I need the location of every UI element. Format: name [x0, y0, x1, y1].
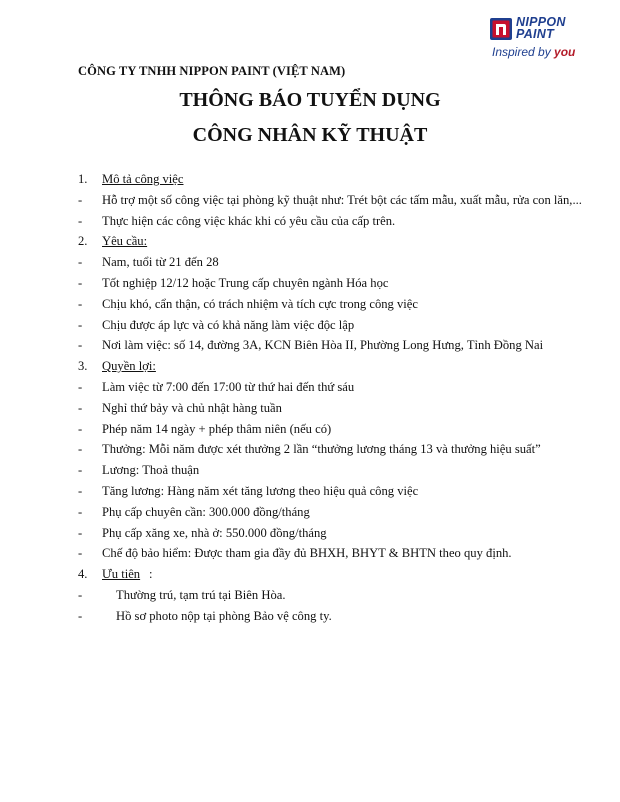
section-heading-text: Quyền lợi:	[102, 359, 156, 374]
list-item	[78, 190, 598, 211]
list-item	[78, 419, 598, 440]
list-item-text: Thường trú, tạm trú tại Biên Hòa.	[116, 587, 286, 602]
bullet-dash: -	[78, 255, 83, 270]
section-heading-text: Yêu cầu:	[102, 234, 148, 249]
bullet-dash: -	[78, 317, 83, 332]
list-item	[78, 585, 598, 606]
bullet-dash: -	[78, 608, 83, 623]
bullet-dash: -	[78, 213, 83, 228]
section-heading-job-description	[78, 169, 598, 190]
section-heading-colon: :	[149, 567, 153, 582]
section-heading-requirements	[78, 231, 598, 252]
list-item	[78, 439, 598, 460]
bullet-dash: -	[78, 379, 83, 394]
bullet-dash: -	[78, 504, 83, 519]
bullet-dash: -	[78, 587, 83, 602]
document-subtitle: CÔNG NHÂN KỸ THUẬT	[192, 124, 428, 146]
list-item	[78, 523, 598, 544]
bullet-dash: -	[78, 338, 83, 353]
list-item-text: Hỗ trợ một số công việc tại phòng kỹ thuật như: Trét bột các tấm mẫu, xuất mẫu, rửa con lăn,...	[102, 192, 582, 207]
bullet-dash: -	[78, 483, 83, 498]
nippon-paint-logo	[486, 14, 608, 64]
list-item	[78, 294, 598, 315]
list-item-text: Lương: Thoả thuận	[102, 463, 200, 478]
list-item	[78, 481, 598, 502]
list-item	[78, 543, 598, 564]
list-item	[78, 502, 598, 523]
bullet-dash: -	[78, 421, 83, 436]
section-heading-priority	[78, 564, 598, 585]
list-item	[78, 211, 598, 232]
section-number: 3.	[78, 359, 88, 374]
list-item-text: Nam, tuổi từ 21 đến 28	[102, 255, 219, 270]
list-item-text: Tốt nghiệp 12/12 hoặc Trung cấp chuyên ngành Hóa học	[102, 275, 389, 290]
list-item-text: Nghỉ thứ bảy và chủ nhật hàng tuần	[102, 400, 282, 415]
list-item	[78, 606, 598, 627]
list-item	[78, 273, 598, 294]
bullet-dash: -	[78, 296, 83, 311]
list-item-text: Thưởng: Mỗi năm được xét thưởng 2 lần “thưởng lương tháng 13 và thưởng hiệu suất”	[102, 442, 541, 457]
list-item-text: Nơi làm việc: số 14, đường 3A, KCN Biên Hòa II, Phường Long Hưng, Tỉnh Đồng Nai	[102, 338, 544, 353]
company-name: CÔNG TY TNHH NIPPON PAINT (VIỆT NAM)	[78, 64, 346, 78]
list-item	[78, 377, 598, 398]
list-item-text: Phụ cấp xăng xe, nhà ở: 550.000 đồng/tháng	[102, 525, 327, 540]
list-item-text: Chế độ bảo hiểm: Được tham gia đầy đủ BHXH, BHYT & BHTN theo quy định.	[102, 546, 512, 561]
list-item	[78, 398, 598, 419]
bullet-dash: -	[78, 525, 83, 540]
list-item	[78, 335, 598, 356]
list-item-text: Chịu được áp lực và có khả năng làm việc độc lập	[102, 317, 355, 332]
list-item-text: Phép năm 14 ngày + phép thâm niên (nếu có)	[102, 421, 332, 436]
list-item-text: Tăng lương: Hàng năm xét tăng lương theo hiệu quả công việc	[102, 483, 419, 498]
document-title: THÔNG BÁO TUYỂN DỤNG	[179, 89, 441, 111]
section-number: 2.	[78, 234, 88, 249]
section-heading-text: Mô tả công việc	[102, 172, 184, 186]
bullet-dash: -	[78, 546, 83, 561]
list-item	[78, 315, 598, 336]
section-heading-benefits	[78, 356, 598, 377]
list-item-text: Phụ cấp chuyên cần: 300.000 đồng/tháng	[102, 504, 310, 519]
bullet-dash: -	[78, 400, 83, 415]
list-item	[78, 460, 598, 481]
job-details-list	[78, 169, 598, 627]
nippon-logo-mark-icon	[490, 18, 512, 40]
section-number: 4.	[78, 567, 88, 582]
list-item-text: Chịu khó, cẩn thận, có trách nhiệm và tích cực trong công việc	[102, 296, 418, 311]
list-item-text: Thực hiện các công việc khác khi có yêu cầu của cấp trên.	[102, 213, 396, 228]
bullet-dash: -	[78, 275, 83, 290]
bullet-dash: -	[78, 442, 83, 457]
list-item-text: Làm việc từ 7:00 đến 17:00 từ thứ hai đến thứ sáu	[102, 379, 355, 394]
logo-tagline: Inspired by you	[492, 45, 576, 59]
section-heading-text: Ưu tiên	[102, 567, 141, 582]
section-number: 1.	[78, 172, 88, 186]
bullet-dash: -	[78, 463, 83, 478]
bullet-dash: -	[78, 192, 83, 207]
list-item	[78, 252, 598, 273]
logo-brand-name: NIPPON PAINT	[516, 15, 566, 41]
list-item-text: Hồ sơ photo nộp tại phòng Bảo vệ công ty.	[116, 608, 332, 623]
